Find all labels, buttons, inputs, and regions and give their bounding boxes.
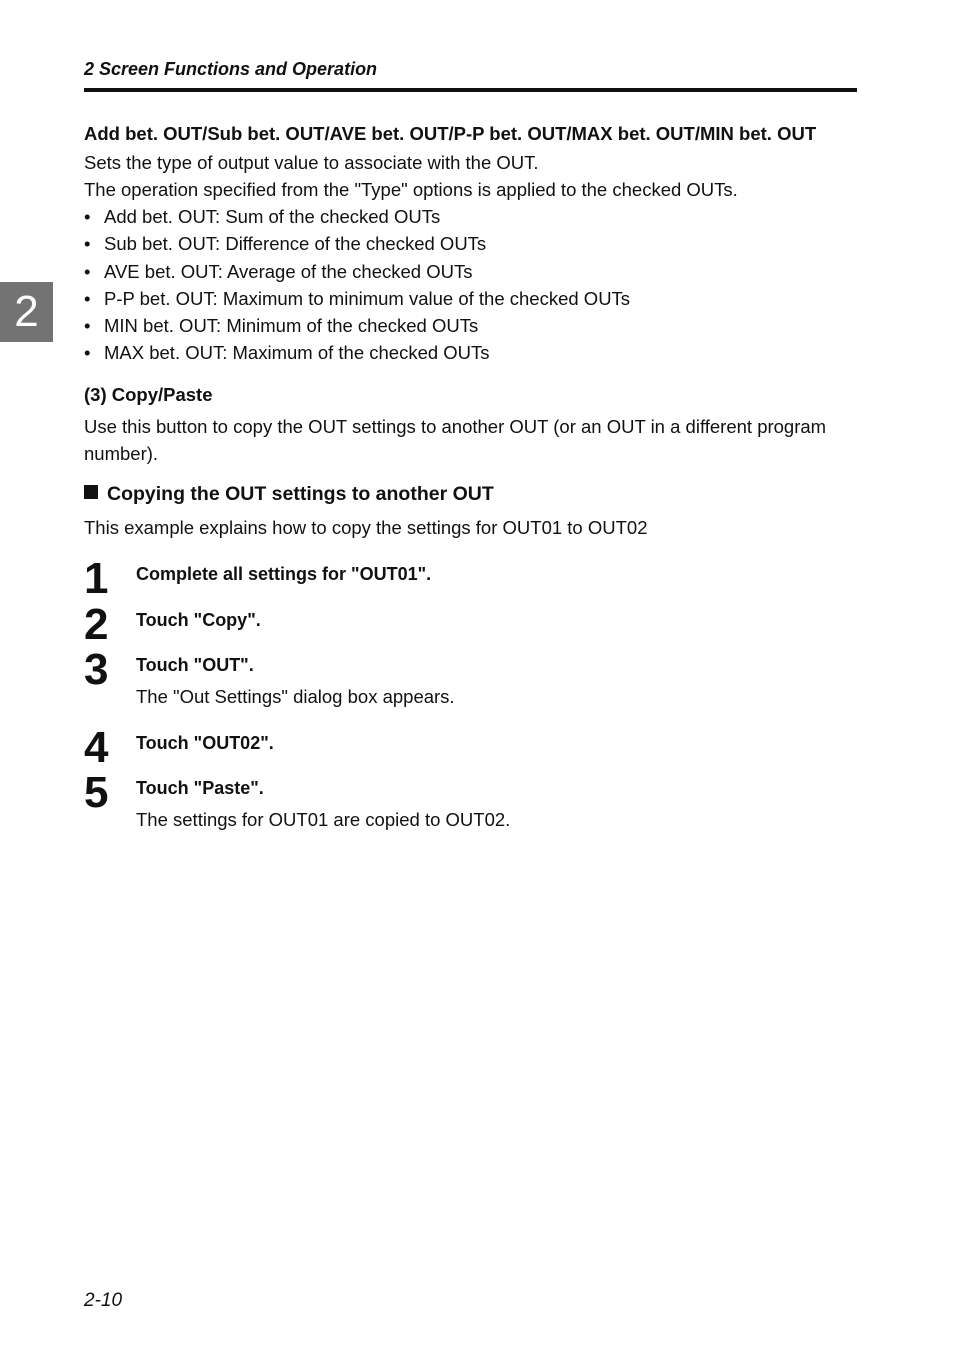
header-rule (84, 88, 857, 92)
bullet-icon: • (84, 315, 91, 337)
step-title: Touch "Paste". (136, 778, 264, 798)
section-intro: This example explains how to copy the settings for OUT01 to OUT02 (84, 516, 648, 538)
page-number: 2-10 (84, 1290, 123, 1311)
output-type-list (84, 203, 864, 367)
section-heading-copying: Copying the OUT settings to another OUT (84, 482, 864, 506)
step-number: 1 (84, 554, 109, 603)
section-heading-output-types: Add bet. OUT/Sub bet. OUT/AVE bet. OUT/P-P bet. OUT/MAX bet. OUT/MIN bet. OUT (84, 123, 817, 144)
list-item: • MIN bet. OUT: Minimum of the checked OUTs (84, 312, 864, 339)
bullet-icon: • (84, 342, 91, 364)
step-description: The settings for OUT01 are copied to OUT02. (136, 809, 511, 830)
step-description: The "Out Settings" dialog box appears. (136, 686, 455, 707)
list-item: • AVE bet. OUT: Average of the checked OUTs (84, 258, 864, 285)
list-item: • MAX bet. OUT: Maximum of the checked OUTs (84, 339, 864, 366)
bullet-icon: • (84, 206, 91, 227)
paragraph-line: Use this button to copy the OUT settings to another OUT (or an OUT in a different program (84, 415, 827, 437)
step-title: Touch "OUT02". (136, 733, 274, 753)
paragraph-line: Sets the type of output value to associate with the OUT. (84, 152, 539, 173)
step-title: Touch "OUT". (136, 655, 254, 675)
list-item: • Sub bet. OUT: Difference of the checked OUTs (84, 230, 864, 257)
section-heading-copy-paste: (3) Copy/Paste (84, 383, 213, 405)
step-number: 4 (84, 723, 109, 772)
bullet-icon: • (84, 260, 91, 282)
bullet-icon: • (84, 287, 91, 309)
step-number: 2 (84, 600, 109, 649)
square-bullet-icon (84, 485, 98, 499)
chapter-tab: 2 (0, 282, 53, 342)
list-item: • Add bet. OUT: Sum of the checked OUTs (84, 203, 864, 230)
main-content (84, 122, 864, 541)
step-title: Complete all settings for "OUT01". (136, 564, 432, 584)
step-number: 3 (84, 645, 109, 694)
paragraph-line: number). (84, 442, 159, 464)
step-number: 5 (84, 768, 109, 817)
page-header-title: 2 Screen Functions and Operation (84, 59, 378, 79)
bullet-icon: • (84, 233, 91, 255)
list-item: • P-P bet. OUT: Maximum to minimum value of the checked OUTs (84, 285, 864, 312)
step-title: Touch "Copy". (136, 610, 261, 630)
paragraph-line: The operation specified from the "Type" options is applied to the checked OUTs. (84, 179, 738, 200)
